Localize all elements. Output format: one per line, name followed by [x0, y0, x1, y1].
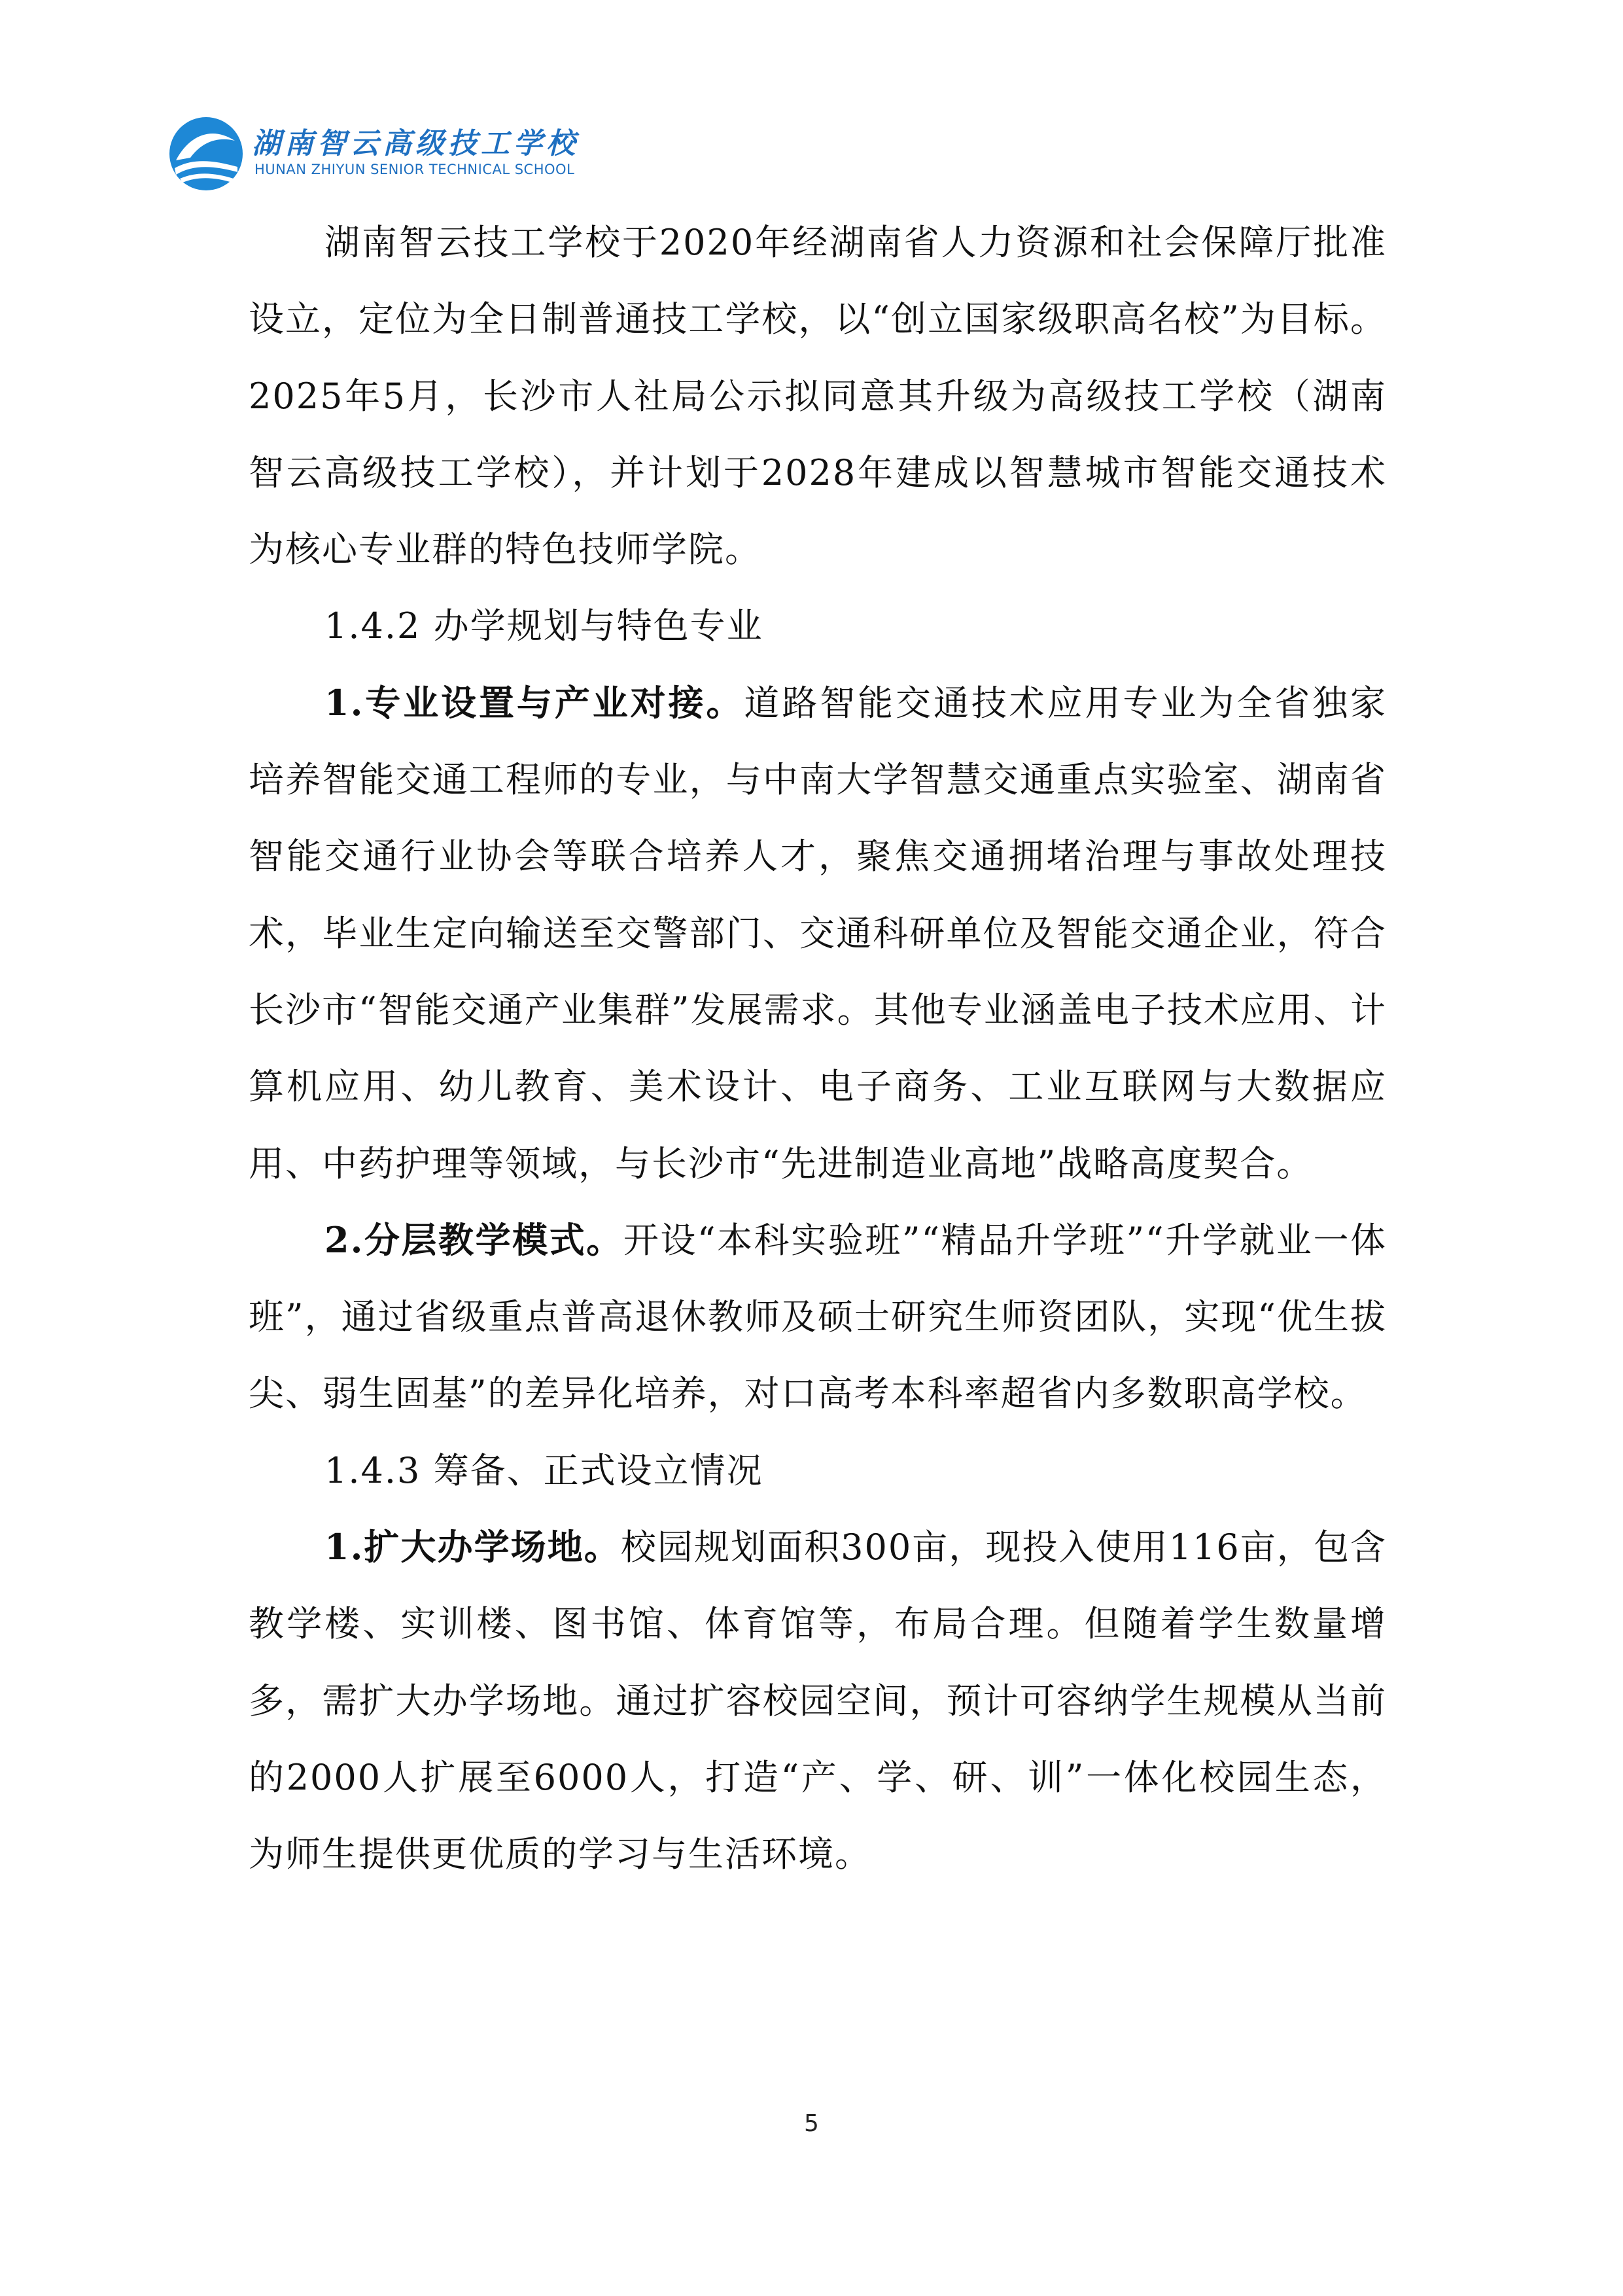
paragraph-text: 道路智能交通技术应用专业为全省独家培养智能交通工程师的专业，与中南大学智慧交通重点实验室、湖南省智能交通行业协会等联合培养人才，聚焦交通拥堵治理与事故处理技术，毕业生定向输送至交警部门、交通科研单位及智能交通企业，符合长沙市“智能交通产业集群”发展需求。其他专业涵盖电子技术应用、计算机应用、幼儿教育、美术设计、电子商务、工业互联网与大数据应用、中药护理等领域，与长沙市“先进制造业高地”战略高度契合。	[249, 682, 1387, 1184]
paragraph-text: 校园规划面积300亩，现投入使用116亩，包含教学楼、实训楼、图书馆、体育馆等，布局合理。但随着学生数量增多，需扩大办学场地。通过扩容校园空间，预计可容纳学生规模从当前的2000人扩展至6000人，打造“产、学、研、训”一体化校园生态，为师生提供更优质的学习与生活环境。	[249, 1527, 1387, 1875]
paragraph-text: 开设“本科实验班”“精品升学班”“升学就业一体班”，通过省级重点普高退休教师及硕士研究生师资团队，实现“优生拔尖、弱生固基”的差异化培养，对口高考本科率超省内多数职高学校。	[249, 1219, 1387, 1415]
section-heading-1-4-2: 1.4.2 办学规划与特色专业	[324, 605, 763, 647]
school-name-cn: 湖南智云高级技工学校	[252, 127, 579, 160]
paragraph-campus-expansion	[249, 1509, 1387, 1892]
section-heading-1-4-3: 1.4.3 筹备、正式设立情况	[324, 1449, 763, 1491]
intro-paragraph: 湖南智云技工学校于2020年经湖南省人力资源和社会保障厅批准设立，定位为全日制普通技工学校，以“创立国家级职高名校”为目标。2025年5月，长沙市人社局公示拟同意其升级为高级技工学校（湖南智云高级技工学校），并计划于2028年建成以智慧城市智能交通技术为核心专业群的特色技师学院。	[249, 222, 1387, 571]
school-name-en: HUNAN ZHIYUN SENIOR TECHNICAL SCHOOL	[254, 162, 575, 177]
school-wave-logo-icon	[167, 115, 245, 193]
paragraph-lead: 1.专业设置与产业对接。	[324, 681, 744, 724]
school-header	[167, 108, 756, 200]
document-body	[249, 204, 1387, 1893]
paragraph-lead: 1.扩大办学场地。	[324, 1526, 621, 1568]
paragraph-tiered-teaching	[249, 1202, 1387, 1432]
paragraph-lead: 2.分层教学模式。	[324, 1218, 623, 1261]
paragraph-specialty-setup	[249, 665, 1387, 1202]
page-number: 5	[804, 2110, 819, 2137]
